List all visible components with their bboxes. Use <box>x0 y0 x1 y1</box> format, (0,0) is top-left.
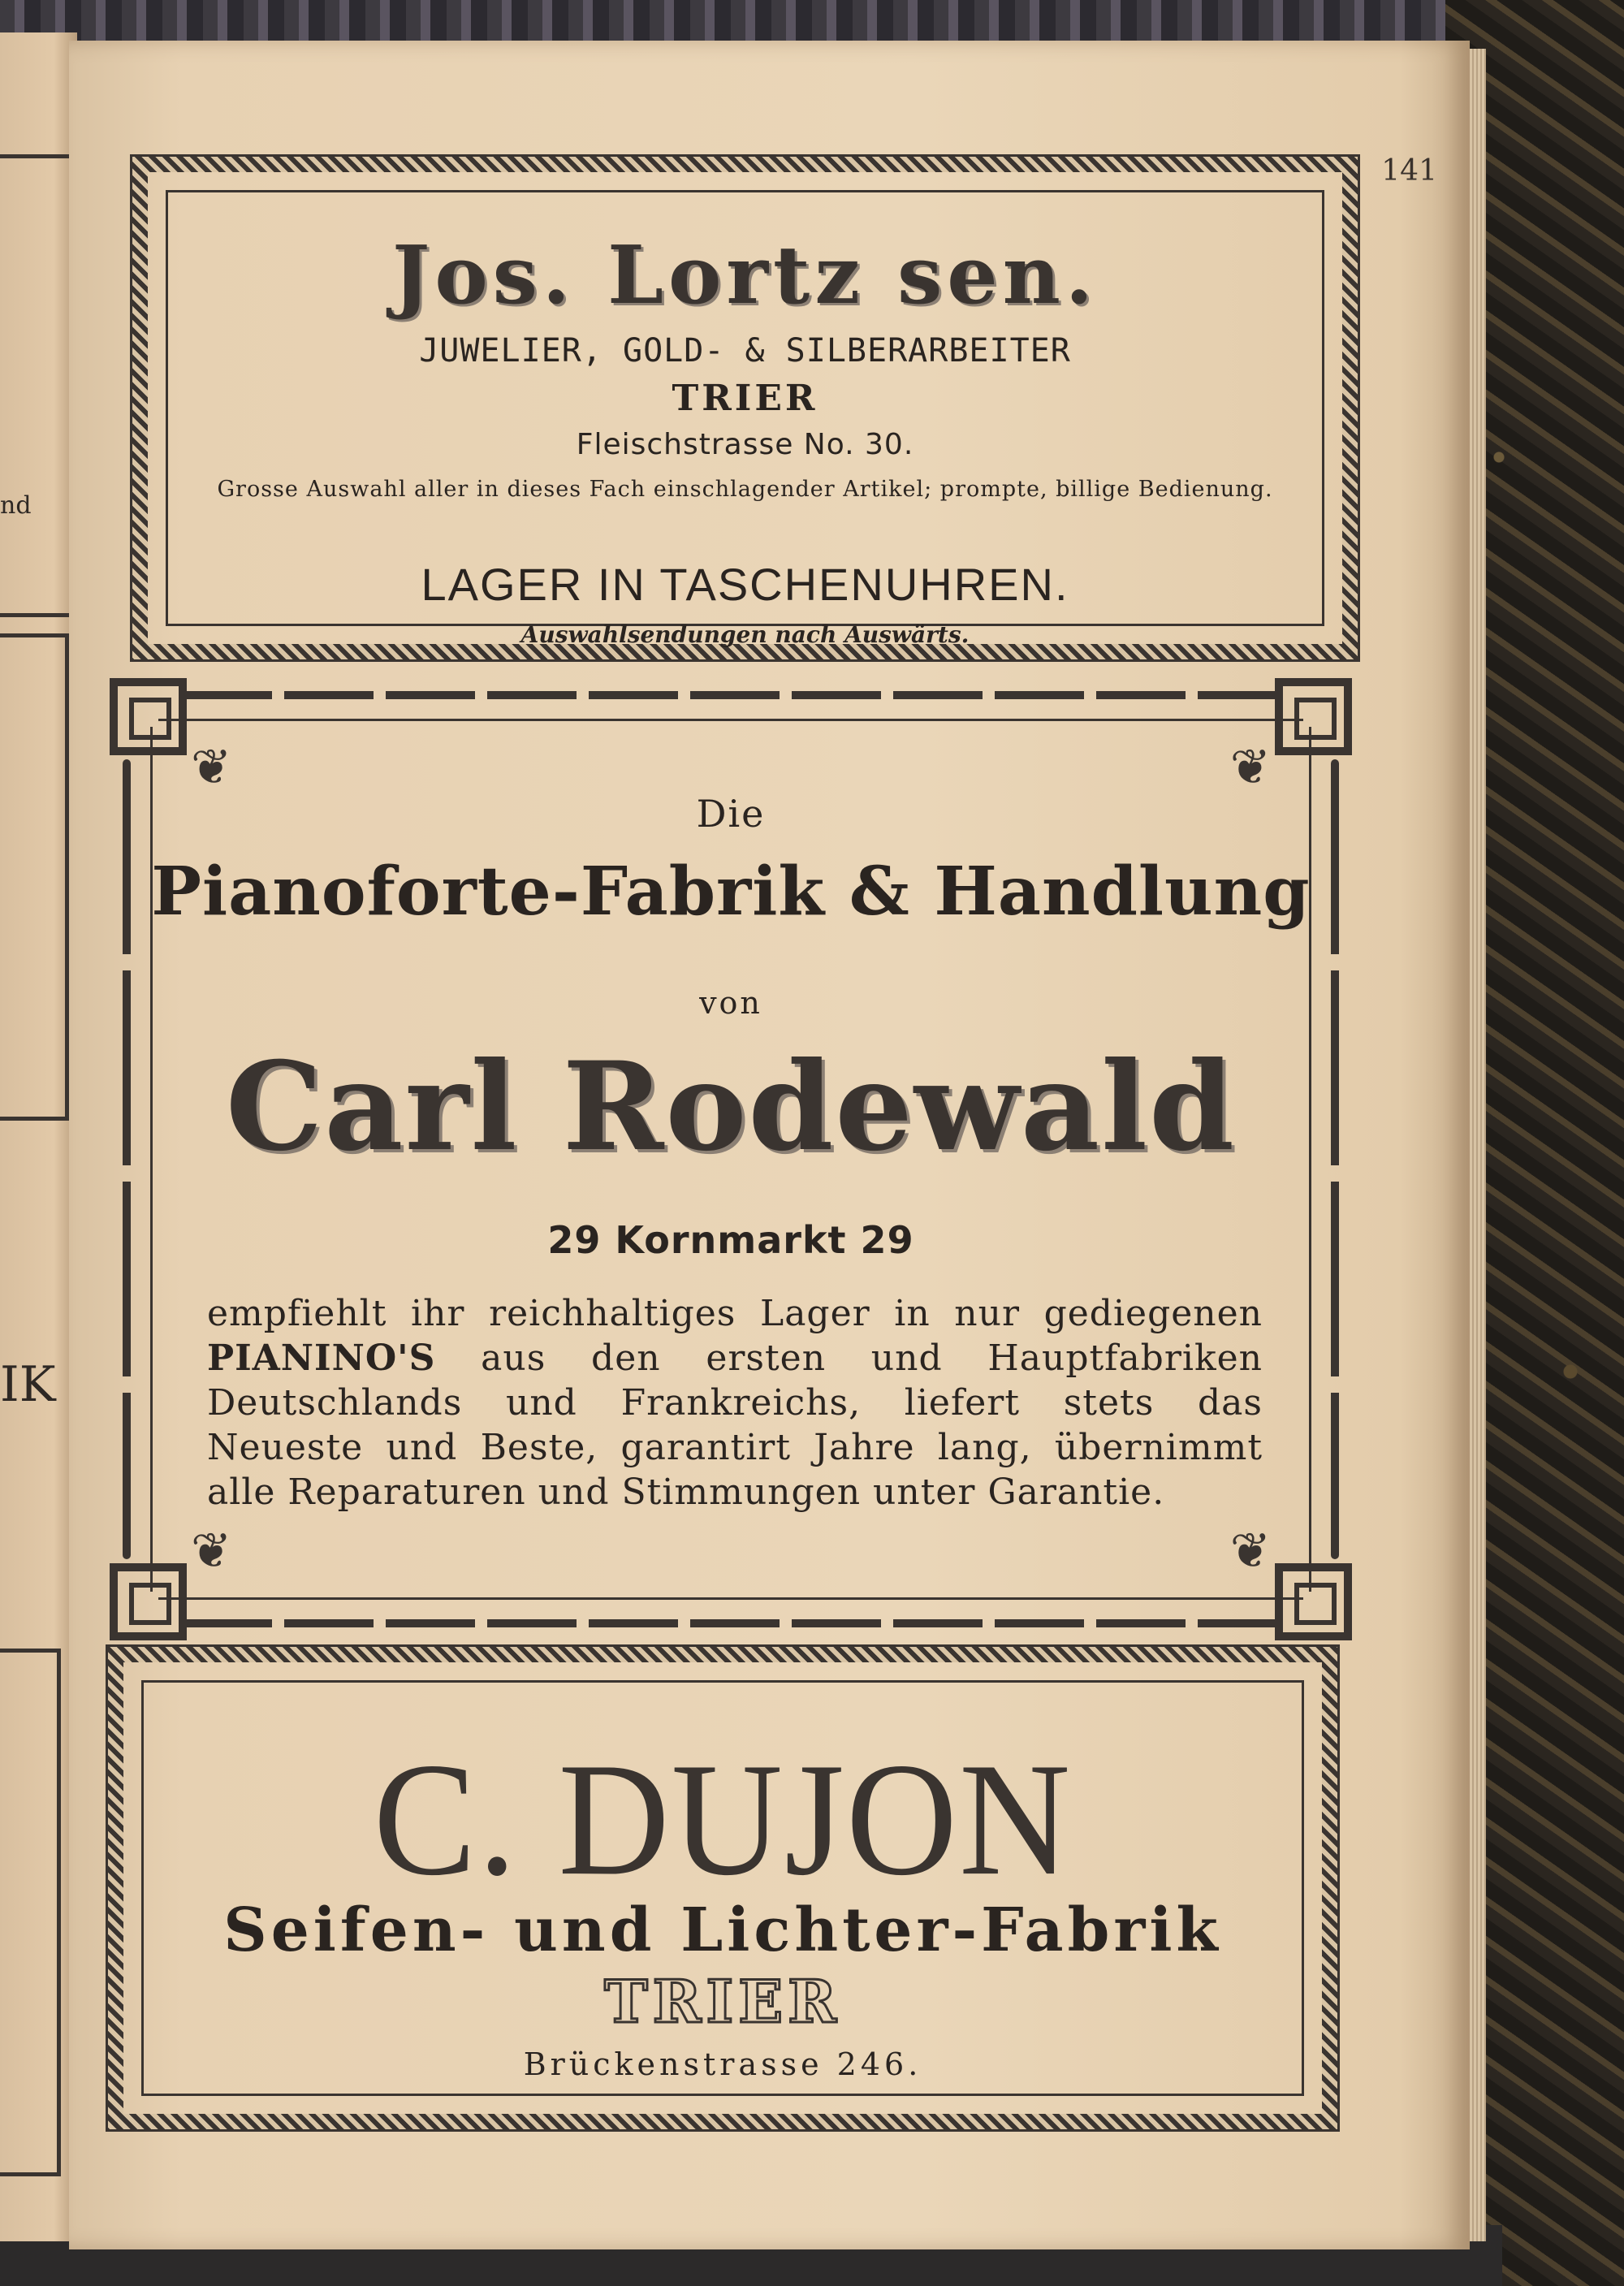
facing-page-sliver <box>0 32 77 2241</box>
ad-body-part: aus den ersten und Hauptfabriken Deutschlands und Frankreichs, liefert stets das Neueste und Beste, garantirt Jahre lang, übernimmt alle Reparaturen und Stimmungen unter Garantie. <box>207 1337 1263 1513</box>
ad-inner-frame <box>141 1680 1304 2096</box>
corner-ornament <box>1275 1563 1352 1640</box>
ad-name: Carl Rodewald <box>225 1035 1237 1178</box>
corner-ornament <box>1275 678 1352 755</box>
corner-ornament <box>110 1563 187 1640</box>
ornamental-rule-bottom <box>183 1619 1279 1627</box>
ad-subtitle: Seifen- und Lichter-Fabrik <box>223 1895 1222 1965</box>
advertisement-dujon <box>106 1644 1340 2132</box>
ad-body-pianino: PIANINO'S <box>207 1337 436 1379</box>
flourish-icon: ❦ <box>191 1523 232 1579</box>
facing-page-box <box>0 633 69 1121</box>
advertisement-rodewald <box>110 678 1352 1640</box>
ad-street: Fleischstrasse No. 30. <box>576 428 914 461</box>
ad-subtitle: JUWELIER, GOLD- & SILBERARBEITER <box>419 332 1071 369</box>
ad-description: Grosse Auswahl aller in dieses Fach einschlagender Artikel; prompte, billige Bedienung. <box>217 477 1273 502</box>
flourish-icon: ❦ <box>191 739 232 796</box>
ad-die: Die <box>696 792 766 836</box>
ad-address: 29 Kornmarkt 29 <box>547 1218 914 1262</box>
ad-title: C. DUJON <box>373 1730 1073 1910</box>
facing-page-fragment: IK <box>0 1356 56 1413</box>
flourish-icon: ❦ <box>1229 739 1271 796</box>
flourish-icon: ❦ <box>1229 1523 1271 1579</box>
ornamental-rule-top <box>183 691 1279 699</box>
ad-von: von <box>699 985 762 1021</box>
advertisement-lortz <box>130 154 1360 662</box>
ad-street: Brückenstrasse 246. <box>523 2046 922 2082</box>
facing-page-box <box>0 1649 61 2176</box>
page-number: 141 <box>1381 154 1437 188</box>
ad-title: Pianoforte-Fabrik & Handlung <box>151 853 1311 931</box>
facing-page-fragment: nd <box>0 491 32 520</box>
ad-body <box>207 1291 1263 1515</box>
thin-rule-top <box>158 719 1303 721</box>
ad-inner-frame <box>166 190 1324 648</box>
ad-body-part: empfiehlt ihr reichhaltiges Lager in nur gediegenen <box>207 1293 1263 1334</box>
ad-city: TRIER <box>672 378 818 419</box>
ad-versand: Auswahlsendungen nach Auswärts. <box>520 621 970 648</box>
facing-page-box <box>0 154 73 617</box>
thin-rule-bottom <box>158 1597 1303 1600</box>
corner-ornament <box>110 678 187 755</box>
ad-lager: LAGER IN TASCHENUHREN. <box>421 559 1069 610</box>
ad-title: Jos. Lortz sen. <box>392 229 1098 322</box>
ad-city: TRIER <box>604 1967 841 2036</box>
